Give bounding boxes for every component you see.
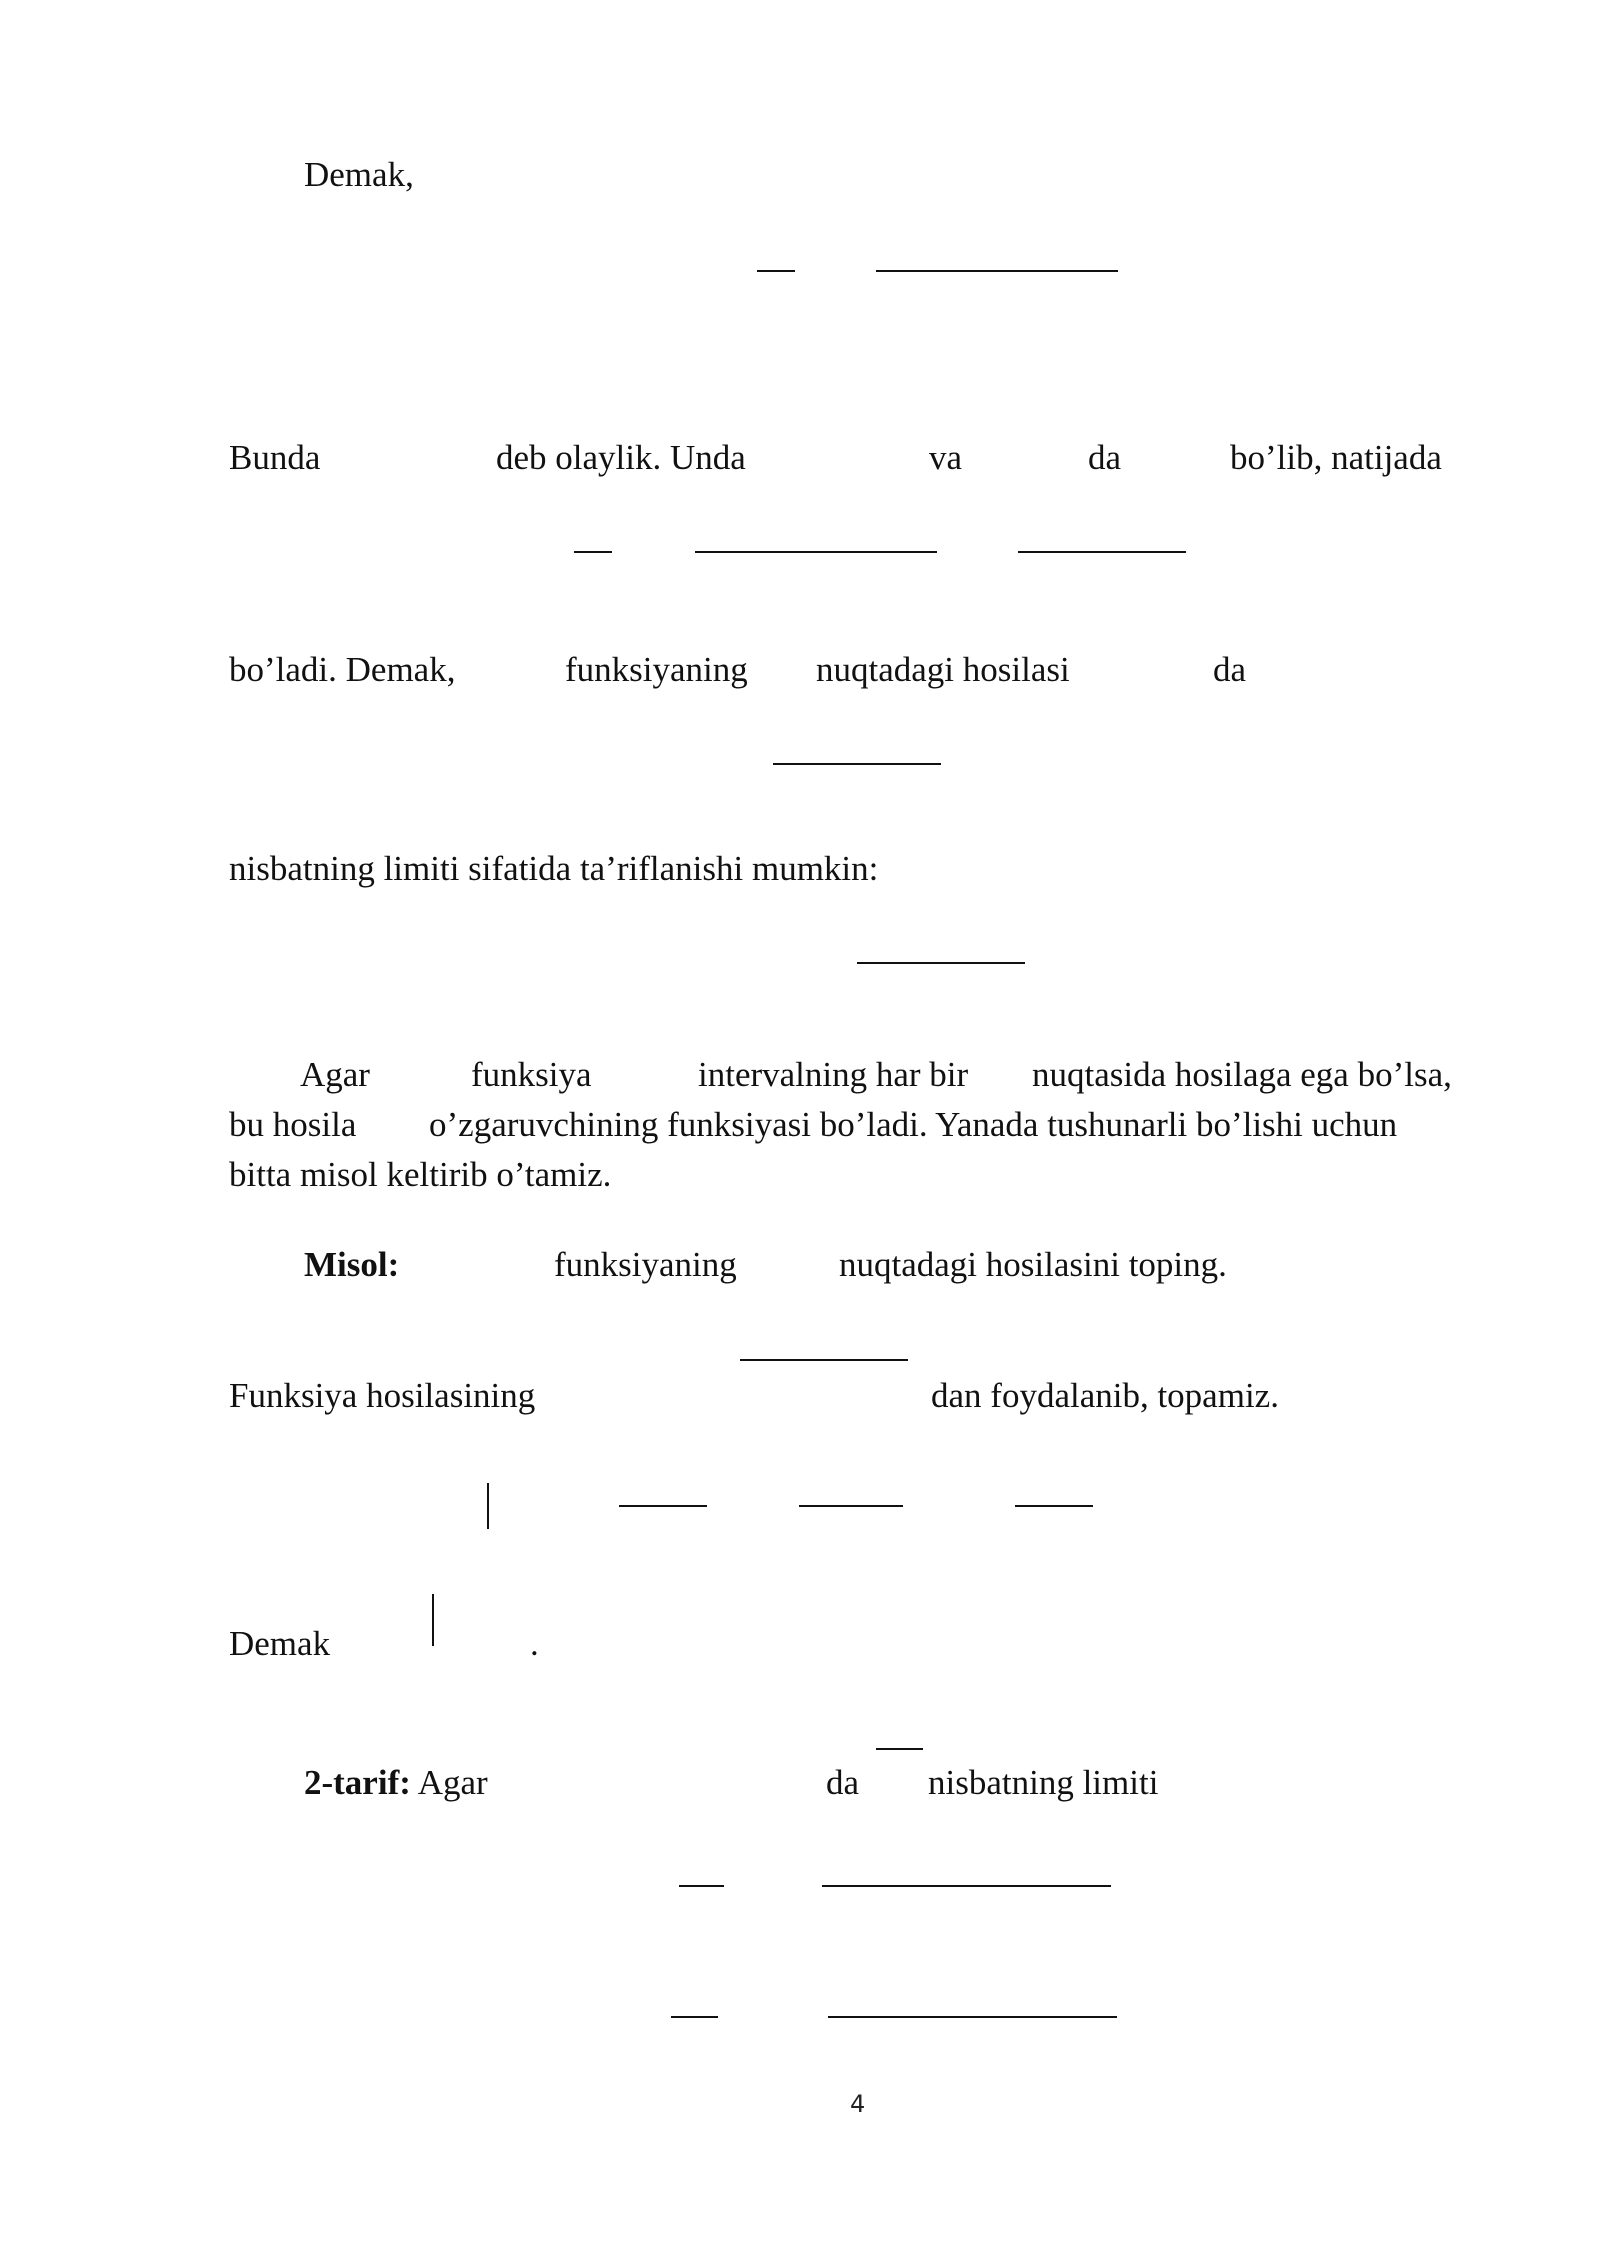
- text-nuqtadagi-hosilasini: nuqtadagi hosilasini toping.: [839, 1245, 1227, 1284]
- fraction-bar: [828, 2016, 1117, 2018]
- fraction-bar: [822, 1885, 1111, 1887]
- fraction-bar: [757, 270, 795, 272]
- text-nuqtadagi-hosilasi: nuqtadagi hosilasi: [816, 650, 1070, 689]
- text-funksiyaning: funksiyaning: [565, 650, 748, 689]
- text-funksiyaning: funksiyaning: [554, 1245, 737, 1284]
- text-intervalning: intervalning har bir: [698, 1055, 969, 1094]
- label-misol: Misol:: [304, 1245, 400, 1284]
- fraction-bar: [857, 962, 1025, 964]
- text-bunda: Bunda: [229, 438, 321, 477]
- text-funksiya-hosilasining: Funksiya hosilasining: [229, 1376, 536, 1415]
- text-dan-foydalanib: dan foydalanib, topamiz.: [931, 1376, 1279, 1415]
- fraction-bar: [1015, 1505, 1093, 1507]
- text-bolib: bo’lib, natijada: [1230, 438, 1442, 477]
- text-da: da: [1088, 438, 1122, 477]
- text-bu-hosila: bu hosila: [229, 1105, 357, 1144]
- fraction-bar: [671, 2016, 718, 2018]
- text-nisbatning-limiti: nisbatning limiti sifatida ta’riflanishi mumkin:: [229, 849, 879, 888]
- fraction-bar: [740, 1359, 908, 1361]
- fraction-bar: [773, 763, 941, 765]
- fraction-bar: [876, 270, 1118, 272]
- text-period: .: [530, 1624, 539, 1663]
- text-va: va: [929, 438, 963, 477]
- fraction-bar: [695, 551, 937, 553]
- label-tarif: [304, 1761, 488, 1805]
- fraction-bar: [679, 1885, 724, 1887]
- evaluation-bar: [432, 1594, 434, 1646]
- text-da: da: [826, 1763, 860, 1802]
- text-demak: Demak: [229, 1624, 331, 1663]
- fraction-bar: [876, 1748, 923, 1750]
- text-deb-olaylik: deb olaylik. Unda: [496, 438, 746, 477]
- text-demak: Demak,: [304, 155, 414, 194]
- fraction-bar: [1018, 551, 1186, 553]
- evaluation-bar: [487, 1483, 489, 1529]
- text-nisbatning-limiti: nisbatning limiti: [928, 1763, 1159, 1802]
- fraction-bar: [574, 551, 612, 553]
- text-ozgaruvchining: o’zgaruvchining funksiyasi bo’ladi. Yanada tushunarli bo’lishi uchun: [429, 1105, 1398, 1144]
- text-funksiya: funksiya: [471, 1055, 592, 1094]
- text-nuqtasida: nuqtasida hosilaga ega bo’lsa,: [1032, 1055, 1452, 1094]
- text-agar: Agar: [300, 1055, 370, 1094]
- tarif-label: 2-tarif:: [304, 1763, 411, 1802]
- page-number: 4: [850, 2090, 866, 2118]
- fraction-bar: [619, 1505, 707, 1507]
- text-boladi-demak: bo’ladi. Demak,: [229, 650, 456, 689]
- text-bitta-misol: bitta misol keltirib o’tamiz.: [229, 1155, 612, 1194]
- text-agar: Agar: [417, 1763, 488, 1802]
- text-da: da: [1213, 650, 1247, 689]
- fraction-bar: [799, 1505, 903, 1507]
